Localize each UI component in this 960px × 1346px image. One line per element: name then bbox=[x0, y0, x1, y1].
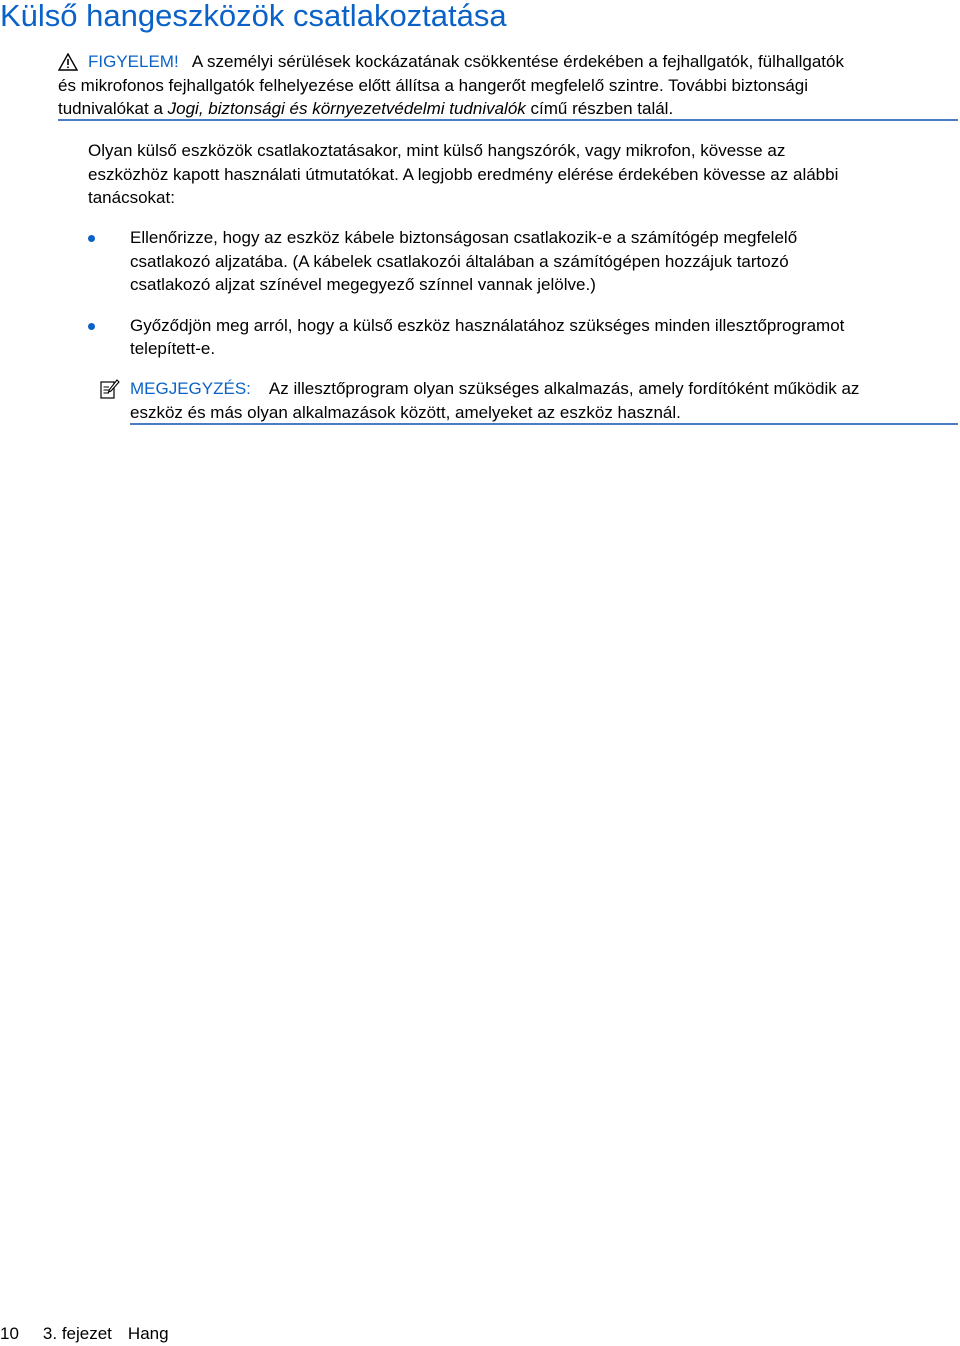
note-label: MEGJEGYZÉS: bbox=[130, 379, 251, 398]
warning-label: FIGYELEM! bbox=[88, 52, 179, 71]
note-divider bbox=[130, 423, 958, 425]
bullet-2-line-2: telepített-e. bbox=[130, 339, 216, 358]
page-title: Külső hangeszközök csatlakoztatása bbox=[0, 0, 507, 33]
note-text bbox=[130, 377, 958, 424]
bullet-dot-icon bbox=[88, 323, 95, 330]
note-line-2: eszköz és más olyan alkalmazások között, amelyeket az eszköz használ. bbox=[130, 402, 681, 422]
intro-line-1: Olyan külső eszközök csatlakoztatásakor, mint külső hangszórók, vagy mikrofon, kövesse az bbox=[88, 141, 786, 160]
bullet-dot-icon bbox=[88, 235, 95, 242]
bullet-1-line-2: csatlakozó aljzatába. (A kábelek csatlakozói általában a számítógépen hozzájuk tartozó bbox=[130, 251, 789, 271]
intro-paragraph bbox=[88, 139, 958, 210]
note-line-1: Az illesztőprogram olyan szükséges alkalmazás, amely fordítóként működik az bbox=[268, 379, 860, 398]
page-footer bbox=[0, 1324, 169, 1344]
intro-line-3: tanácsokat: bbox=[88, 188, 175, 207]
bullet-2-line-1: Győződjön meg arról, hogy a külső eszköz használatához szükséges minden illesztőprogramot bbox=[130, 315, 845, 335]
warning-document-reference: Jogi, biztonsági és környezetvédelmi tudnivalók bbox=[167, 99, 526, 118]
footer-section: Hang bbox=[127, 1324, 169, 1343]
warning-line-1: A személyi sérülések kockázatának csökkentése érdekében a fejhallgatók, fülhallgatók bbox=[191, 52, 844, 71]
list-item bbox=[88, 226, 958, 297]
bullet-1-line-1: Ellenőrizze, hogy az eszköz kábele biztonságosan csatlakozik-e a számítógép megfelelő bbox=[130, 228, 798, 247]
list-item bbox=[88, 314, 958, 361]
warning-line-3-post: című részben talál. bbox=[525, 99, 674, 118]
warning-line-2: és mikrofonos fejhallgatók felhelyezése előtt állítsa a hangerőt megfelelő szintre. További biztonsági bbox=[58, 75, 809, 95]
warning-triangle-icon bbox=[58, 53, 78, 71]
note-pencil-icon bbox=[100, 379, 120, 399]
page-number: 10 bbox=[0, 1324, 19, 1343]
warning-line-3-pre: tudnivalókat a bbox=[58, 99, 168, 118]
tips-list bbox=[88, 226, 958, 361]
bullet-1-line-3: csatlakozó aljzat színével megegyező színnel vannak jelölve.) bbox=[130, 275, 596, 294]
intro-line-2: eszközhöz kapott használati útmutatókat. A legjobb eredmény elérése érdekében kövesse az alábbi bbox=[88, 164, 839, 184]
footer-chapter: 3. fejezet bbox=[42, 1324, 112, 1343]
warning-text bbox=[58, 50, 958, 121]
warning-divider bbox=[58, 119, 958, 121]
